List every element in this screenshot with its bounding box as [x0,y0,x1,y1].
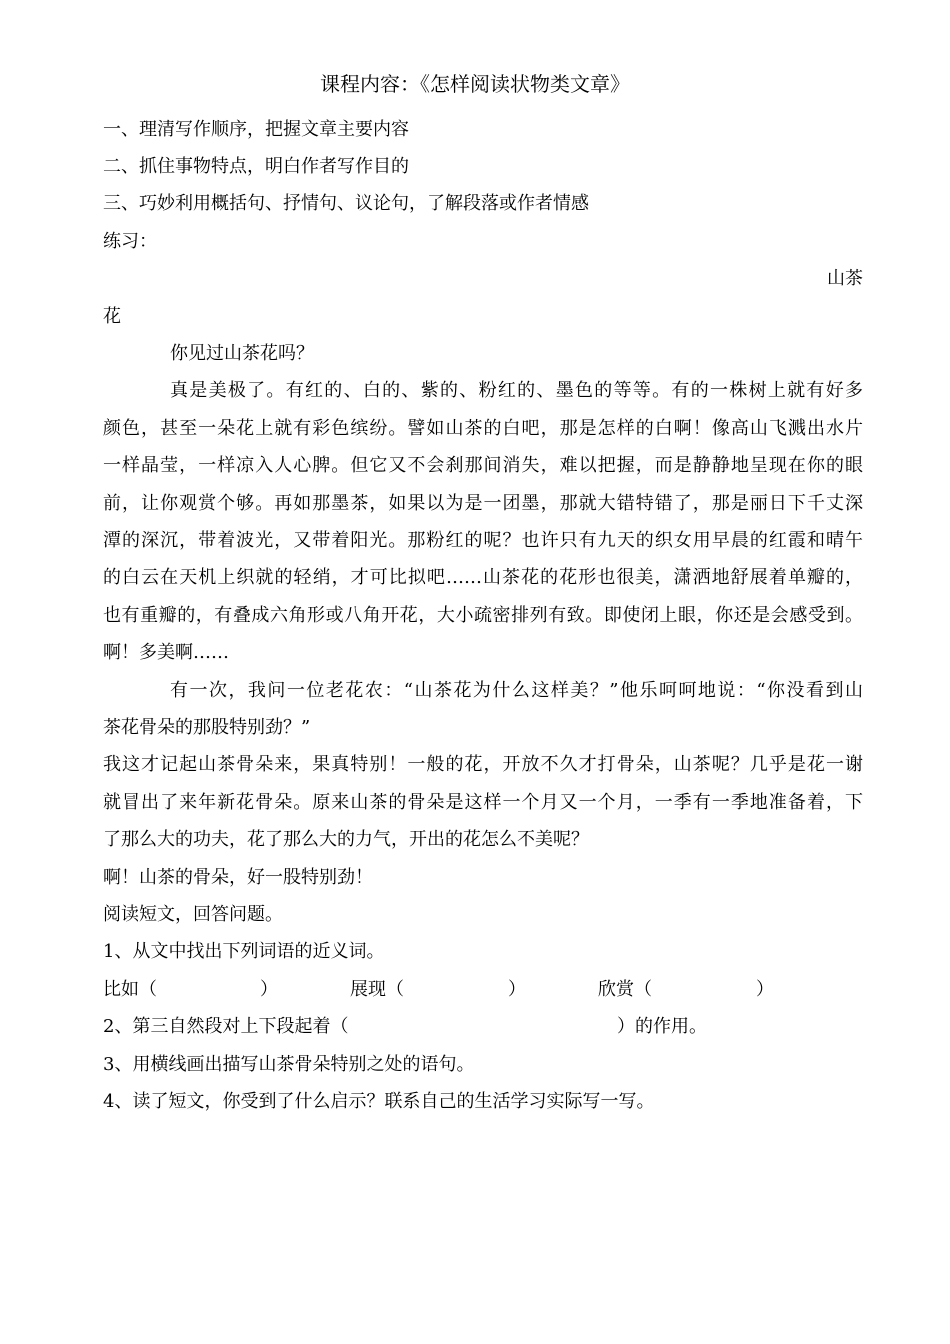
page-title: 课程内容：《怎样阅读状物类文章》 [320,72,630,96]
questions-intro: 阅读短文，回答问题。 [103,904,283,925]
question-4: 4、读了短文，你受到了什么启示？联系自己的生活学习实际写一写。 [103,1091,655,1112]
question-1: 1、从文中找出下列词语的近义词。 [103,941,385,962]
paragraph-5: 啊！山茶的骨朵，好一股特别劲！ [103,867,373,888]
blank-biru-close: ） [260,979,278,1000]
article-title-part1: 山茶 [827,268,863,289]
outline-item-3: 三、巧妙利用概括句、抒情句、议论句，了解段落或作者情感 [103,193,589,214]
paragraph-2-line: 啊！多美啊…… [103,642,229,663]
question-2-end: ）的作用。 [617,1016,707,1037]
paragraph-3-line: 有一次，我问一位老花农：“山茶花为什么这样美？”他乐呵呵地说：“你没看到山 [170,680,863,701]
paragraph-4-line: 我这才记起山茶骨朵来，果真特别！一般的花，开放不久才打骨朵，山茶呢？几乎是花一谢 [103,754,863,775]
blank-zhanxian-close: ） [508,979,526,1000]
blank-biru-open: 比如（ [103,979,157,1000]
paragraph-4-line: 了那么大的功夫，花了那么大的力气，开出的花怎么不美呢？ [103,829,589,850]
practice-label: 练习： [103,231,157,252]
blank-xinshang-close: ） [756,979,774,1000]
article-title-part2: 花 [103,306,121,327]
paragraph-2-line: 的白云在天机上织就的轻绡，才可比拟吧……山茶花的花形也很美，潇洒地舒展着单瓣的， [103,567,863,588]
paragraph-2-line: 颜色，甚至一朵花上就有彩色缤纷。譬如山茶的白吧，那是怎样的白啊！像高山飞溅出水片 [103,418,863,439]
question-2 [103,1014,863,1040]
paragraph-2-line: 一样晶莹，一样凉入人心脾。但它又不会刹那间消失，难以把握，而是静静地呈现在你的眼 [103,455,863,476]
question-2-text: 2、第三自然段对上下段起着（ [103,1016,349,1037]
paragraph-2-line: 潭的深沉，带着波光，又带着阳光。那粉红的呢？也许只有九天的织女用早晨的红霞和晴午 [103,530,863,551]
question-1-blanks [103,977,863,1003]
blank-xinshang-open: 欣赏（ [598,979,652,1000]
paragraph-3-line: 茶花骨朵的那股特别劲？” [103,717,311,738]
paragraph-2-line: 真是美极了。有红的、白的、紫的、粉红的、墨色的等等。有的一株树上就有好多 [170,380,863,401]
paragraph-1: 你见过山茶花吗？ [170,343,314,364]
outline-item-1: 一、理清写作顺序，把握文章主要内容 [103,119,409,140]
outline-item-2: 二、抓住事物特点，明白作者写作目的 [103,156,409,177]
paragraph-2-line: 也有重瓣的，有叠成六角形或八角开花，大小疏密排列有致。即使闭上眼，你还是会感受到。 [103,605,863,626]
question-3: 3、用横线画出描写山茶骨朵特别之处的语句。 [103,1054,475,1075]
paragraph-2-line: 前，让你观赏个够。再如那墨茶，如果以为是一团墨，那就大错特错了，那是丽日下千丈深 [103,493,863,514]
blank-zhanxian-open: 展现（ [350,979,404,1000]
paragraph-4-line: 就冒出了来年新花骨朵。原来山茶的骨朵是这样一个月又一个月，一季有一季地准备着，下 [103,792,863,813]
